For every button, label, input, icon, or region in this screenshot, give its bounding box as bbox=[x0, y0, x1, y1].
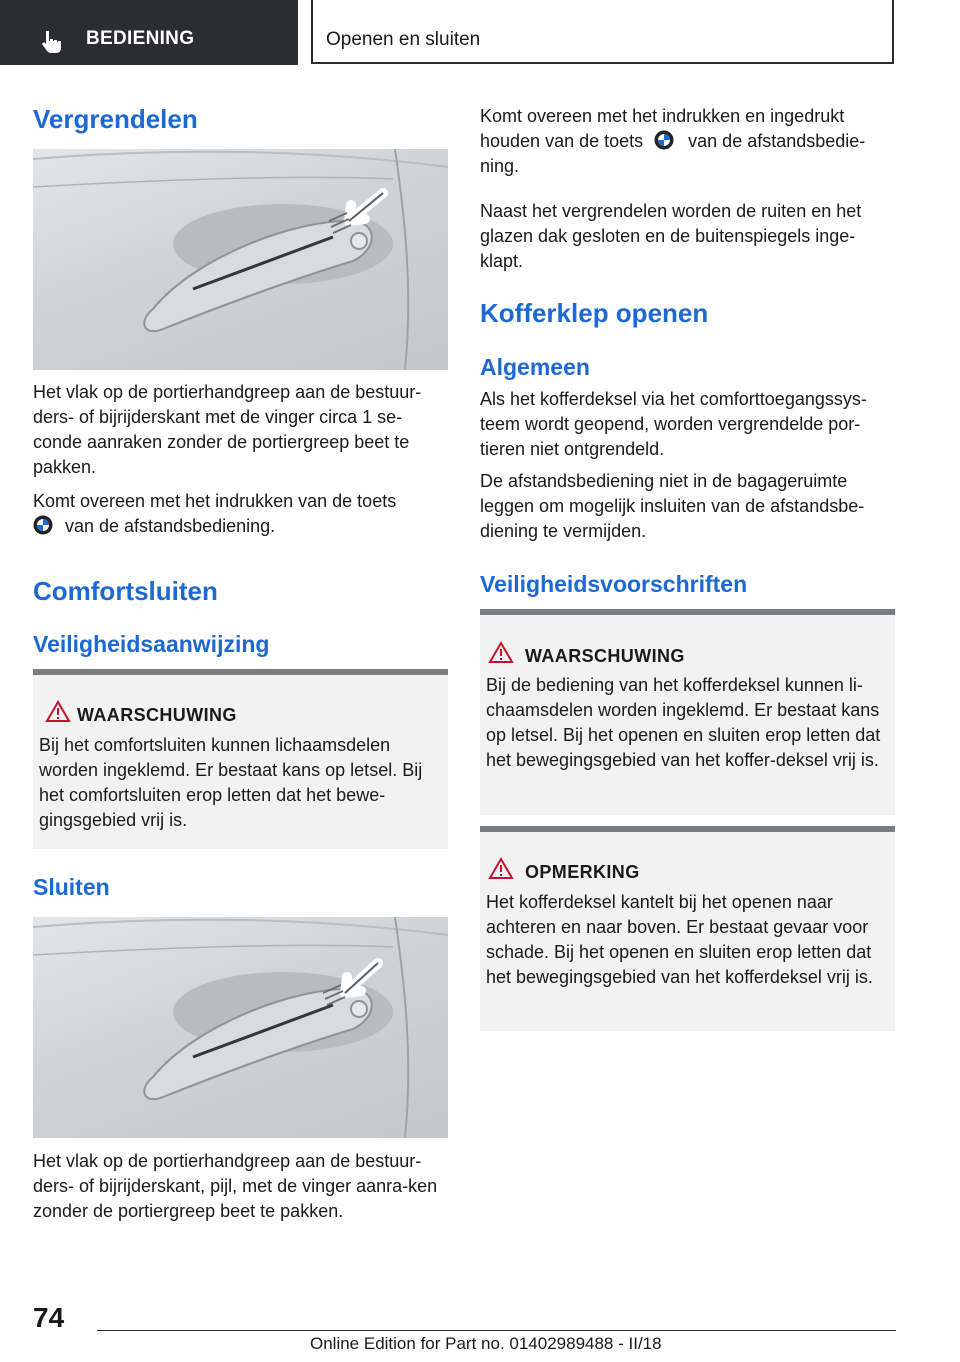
warning-box-comfort bbox=[33, 669, 448, 849]
warning-triangle-icon bbox=[488, 641, 514, 664]
subheading-veiligheidsaanwijzing: Veiligheidsaanwijzing bbox=[33, 631, 270, 657]
text-lock-key-after: van de afstandsbediening. bbox=[65, 516, 276, 536]
section-tab[interactable] bbox=[0, 0, 298, 65]
heading-comfortsluiten: Comfortsluiten bbox=[33, 576, 218, 606]
subheading-algemeen: Algemeen bbox=[480, 354, 590, 380]
text-hold-key-line1: Komt overeen met het indrukken en ingedrukt bbox=[480, 106, 845, 126]
door-handle-photo-close bbox=[33, 917, 448, 1138]
warning-triangle-icon bbox=[45, 700, 71, 723]
paragraph-lock-hold-key bbox=[480, 104, 896, 179]
subheading-veiligheidsvoorschriften: Veiligheidsvoorschriften bbox=[480, 571, 748, 597]
bmw-logo-icon bbox=[33, 515, 53, 535]
paragraph-comfort-access: Als het kofferdeksel via het comforttoegangssys-teem wordt geopend, worden vergrendelde por-tieren niet ontgrendeld. bbox=[480, 389, 867, 459]
note-title: OPMERKING bbox=[525, 862, 640, 882]
warning-triangle-icon bbox=[488, 857, 514, 880]
page-number: 74 bbox=[33, 1302, 65, 1333]
warning-text: Bij de bediening van het kofferdeksel kunnen li-chaamsdelen worden ingeklemd. Er bestaat kans op letsel. Bij het openen en sluiten erop letten dat het bewegingsgebied van het koffer-deksel vrij is. bbox=[486, 675, 881, 770]
subsection-label: Openen en sluiten bbox=[326, 29, 481, 50]
heading-kofferklep-openen: Kofferklep openen bbox=[480, 298, 709, 328]
footer-divider bbox=[97, 1330, 896, 1331]
note-box-trunk bbox=[480, 826, 895, 1031]
text-lock-key-before: Komt overeen met het indrukken van de toets bbox=[33, 491, 397, 511]
text-hold-key-after: van de afstandsbedie- bbox=[688, 131, 866, 151]
text-hold-key-end: ning. bbox=[480, 156, 520, 176]
section-label: BEDIENING bbox=[86, 28, 195, 49]
warning-text: Bij het comfortsluiten kunnen lichaamsdelen worden ingeklemd. Er bestaat kans op letsel. Bij het comfortsluiten erop letten dat het bewe-gingsgebied vrij is. bbox=[39, 735, 423, 830]
footer-edition: Online Edition for Part no. 01402989488 - II/18 bbox=[310, 1334, 662, 1353]
text-hold-key-before: houden van de toets bbox=[480, 131, 644, 151]
paragraph-close-instruction: Het vlak op de portierhandgreep aan de bestuur-ders- of bijrijderskant, pijl, met de vinger aanra-ken zonder de portiergreep beet te pakken. bbox=[33, 1151, 438, 1221]
door-handle-photo-lock bbox=[33, 149, 448, 370]
paragraph-remote-trunk: De afstandsbediening niet in de bagageruimte leggen om mogelijk insluiten van de afstandsbe-diening te vermijden. bbox=[480, 471, 865, 541]
subheading-sluiten: Sluiten bbox=[33, 874, 110, 900]
paragraph-windows-close: Naast het vergrendelen worden de ruiten en het glazen dak gesloten en de buitenspiegels inge-klapt. bbox=[480, 201, 862, 271]
heading-vergrendelen: Vergrendelen bbox=[33, 104, 198, 134]
hand-pointer-icon bbox=[38, 28, 64, 54]
warning-title: WAARSCHUWING bbox=[77, 705, 237, 725]
subsection-header bbox=[311, 0, 894, 64]
bmw-logo-icon bbox=[654, 130, 674, 150]
warning-title: WAARSCHUWING bbox=[525, 646, 685, 666]
warning-box-trunk bbox=[480, 609, 895, 815]
note-text: Het kofferdeksel kantelt bij het openen naar achteren en naar boven. Er bestaat gevaar voor schade. Bij het openen en sluiten erop letten dat het bewegingsgebied van het kofferdeksel vrij is. bbox=[486, 892, 873, 987]
paragraph-lock-key bbox=[33, 489, 448, 539]
paragraph-lock-instruction: Het vlak op de portierhandgreep aan de bestuur-ders- of bijrijderskant met de vinger circa 1 se-conde aanraken zonder de portiergreep beet te pakken. bbox=[33, 382, 422, 477]
